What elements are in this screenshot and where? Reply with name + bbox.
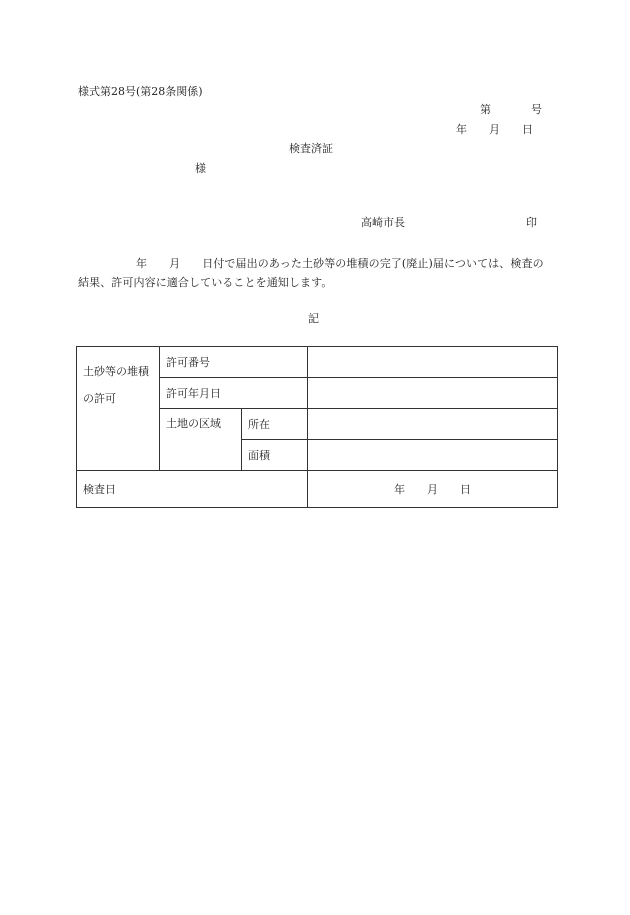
- document-number-prefix: 第: [480, 103, 491, 116]
- table-row: [77, 471, 558, 508]
- area-value: [308, 440, 558, 471]
- recipient-suffix: 様: [195, 162, 206, 175]
- permit-group-label: [77, 347, 160, 471]
- permit-date-value: [308, 378, 558, 409]
- note-label: 記: [308, 312, 319, 325]
- permit-table: [76, 346, 558, 508]
- issue-date-year: 年: [456, 123, 467, 136]
- issuer-name: 高崎市長: [361, 216, 405, 229]
- area-label: 面積: [242, 440, 308, 471]
- inspection-date-value: [308, 471, 558, 508]
- permit-number-label: 許可番号: [160, 347, 308, 378]
- document-number-suffix: 号: [531, 103, 542, 116]
- permit-group-label-line2: の許可: [83, 392, 116, 405]
- location-value: [308, 409, 558, 440]
- document-title: 検査済証: [289, 142, 333, 155]
- inspection-date-label: 検査日: [77, 471, 308, 508]
- issue-date: [456, 123, 533, 137]
- issuer-seal: 印: [526, 216, 537, 229]
- permit-group-label-line1: 土砂等の堆積: [83, 365, 149, 378]
- land-area-label: 土地の区域: [160, 409, 242, 471]
- permit-number-value: [308, 347, 558, 378]
- body-text: 日付で届出のあった土砂等の堆積の完了(廃止)届については、検査の結果、許可内容に適合していることを通知します。: [78, 257, 544, 289]
- form-number: 様式第28号(第28条関係): [78, 85, 203, 98]
- document-number: [480, 103, 542, 117]
- permit-date-label: 許可年月日: [160, 378, 308, 409]
- inspection-month: 月: [427, 483, 438, 496]
- body-month: 月: [169, 257, 181, 270]
- table-row: [77, 347, 558, 378]
- issue-date-month: 月: [489, 123, 500, 136]
- inspection-year: 年: [394, 483, 405, 496]
- issue-date-day: 日: [522, 123, 533, 136]
- notification-text: [78, 254, 554, 292]
- location-label: 所在: [242, 409, 308, 440]
- body-year: 年: [136, 257, 148, 270]
- inspection-day: 日: [460, 483, 471, 496]
